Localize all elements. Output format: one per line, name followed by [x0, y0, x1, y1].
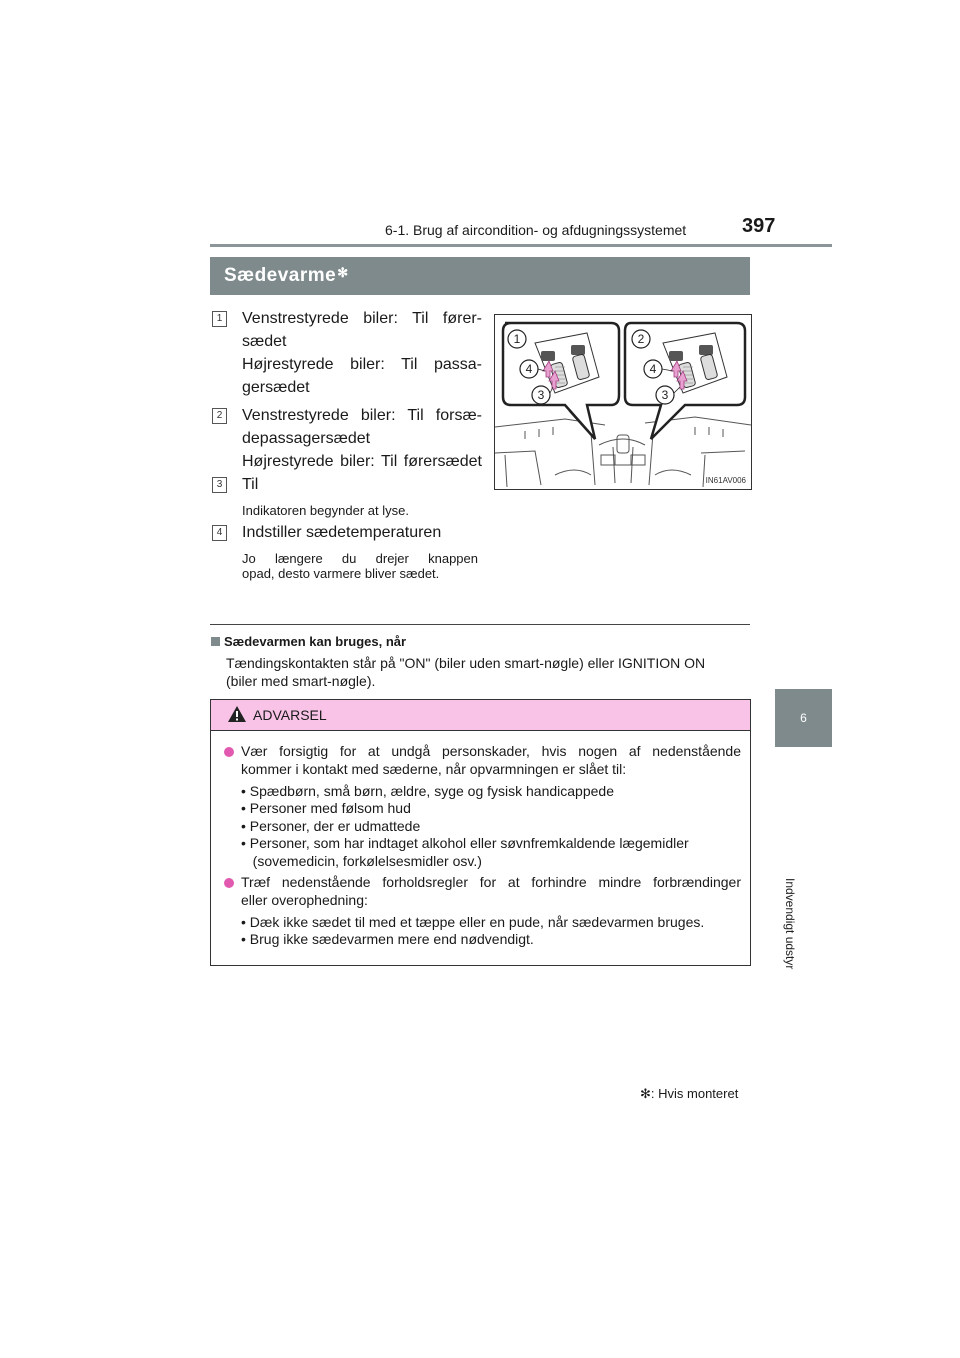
footnote-star-icon: ✻ — [337, 265, 349, 280]
header-rule — [210, 244, 832, 247]
seat-heater-illustration — [494, 314, 752, 490]
step-4-text: Indstiller sædetemperaturen — [242, 524, 442, 541]
warning-sub-4: • Personer, som har indtaget alkohol eller søvnfremkaldende lægemidler — [241, 835, 689, 851]
condition-body: Tændingskontakten står på "ON" (biler uden smart-nøgle) eller IGNITION ON (biler med smart-nøgle). — [226, 655, 706, 689]
step-4-note: Jo længere du drejer knappen opad, desto varmere bliver sædet. — [242, 551, 478, 581]
warning-bullet-icon — [224, 747, 234, 757]
warning-sub-7: • Brug ikke sædevarmen mere end nødvendigt. — [241, 931, 534, 947]
step-number-3: 3 — [212, 477, 227, 493]
page-number: 397 — [742, 215, 776, 237]
figure-code: IN61AV006 — [705, 476, 746, 485]
warning-box — [210, 699, 751, 966]
callout-4-left: 4 — [525, 362, 533, 376]
warning-sub-2: • Personer med følsom hud — [241, 800, 411, 816]
callout-2: 2 — [637, 332, 645, 346]
section-title-bar — [210, 257, 750, 295]
step-number-2: 2 — [212, 408, 227, 424]
warning-sub-3: • Personer, der er udmattede — [241, 818, 421, 834]
section-title: Sædevarme✻ — [224, 265, 349, 286]
step-number-4: 4 — [212, 525, 227, 541]
step-number-1: 1 — [212, 311, 227, 327]
warning-sub-6: • Dæk ikke sædet til med et tæppe eller en pude, når sædevarmen bruges. — [241, 914, 705, 930]
step-3-text: Til — [242, 476, 259, 493]
warning-sub-1: • Spædbørn, små børn, ældre, syge og fysisk handicappede — [241, 783, 614, 799]
square-bullet-icon — [211, 637, 220, 646]
condition-heading: Sædevarmen kan bruges, når — [211, 634, 406, 649]
warning-title: ADVARSEL — [253, 707, 327, 723]
chapter-tab-label: Indvendigt udstyr — [783, 878, 797, 970]
chapter-tab[interactable]: 6 — [775, 689, 832, 747]
step-3-note: Indikatoren begynder at lyse. — [242, 503, 409, 518]
warning-sub-5: (sovemedicin, forkølelsesmidler osv.) — [241, 853, 482, 869]
header-section-title: 6-1. Brug af aircondition- og afdugningssystemet — [385, 222, 687, 238]
warning-item-1: Vær forsigtig for at undgå personskader, hvis nogen af nedenstående kommer i kontakt med sæderne, når opvarmningen er slået til: — [241, 743, 741, 777]
warning-triangle-icon — [227, 705, 247, 723]
callout-3-left: 3 — [537, 388, 545, 402]
footnote: ✻: Hvis monteret — [640, 1086, 739, 1101]
callout-4-right: 4 — [649, 362, 657, 376]
warning-header — [211, 700, 750, 731]
callout-1: 1 — [513, 332, 521, 346]
step-2-text: Venstrestyrede biler: Til forsæ- depassagersædet Højrestyrede biler: Til førersædet — [242, 407, 482, 470]
warning-bullet-icon — [224, 878, 234, 888]
step-1-text: Venstrestyrede biler: Til fører- sædet Højrestyrede biler: Til passa- gersædet — [242, 310, 482, 396]
callout-3-right: 3 — [661, 388, 669, 402]
dashboard-drawing — [495, 315, 751, 489]
footnote-star-icon: ✻ — [640, 1086, 651, 1101]
section-divider — [210, 624, 750, 625]
warning-item-2: Træf nedenstående forholdsregler for at forhindre mindre forbrændinger eller overophedning: — [241, 874, 741, 908]
